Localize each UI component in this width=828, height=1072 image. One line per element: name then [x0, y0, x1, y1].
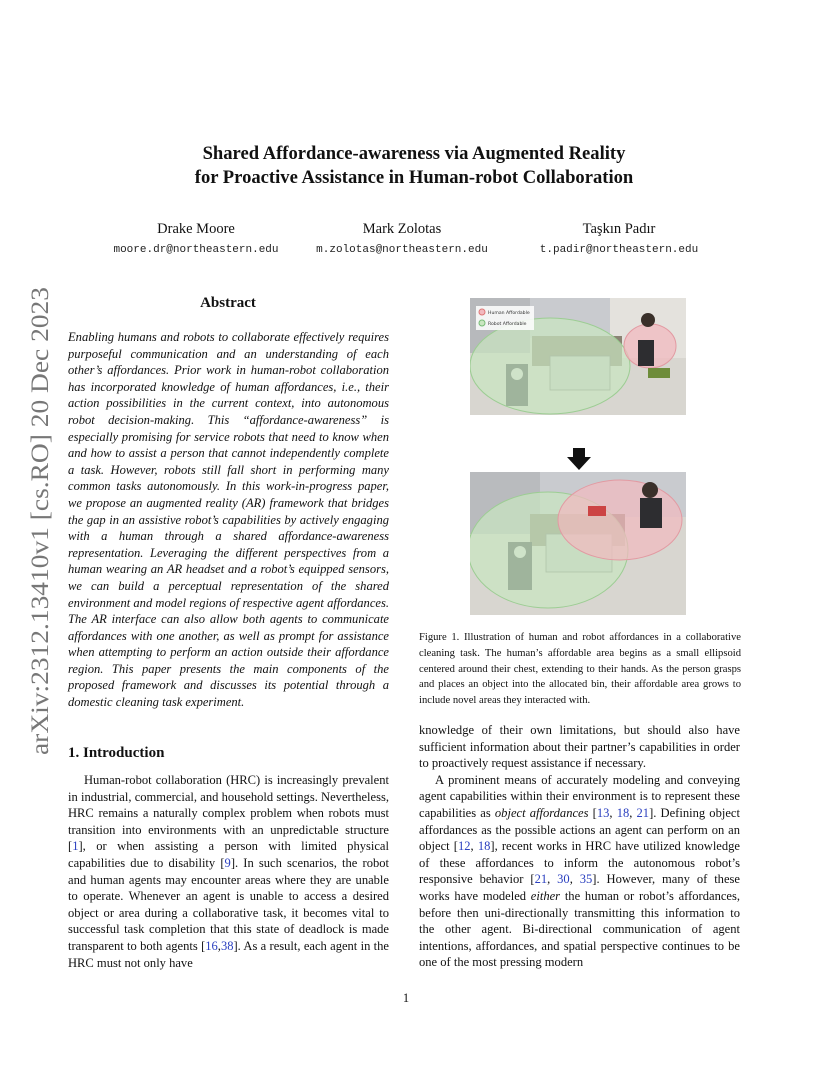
author-email[interactable]: moore.dr@northeastern.edu	[113, 244, 279, 256]
legend-robot-label: Robot Affordable	[488, 322, 527, 327]
paper-title	[100, 142, 728, 190]
abstract-heading: Abstract	[200, 295, 256, 311]
author-name: Taşkın Padır	[582, 221, 656, 237]
right-column-text	[419, 722, 740, 971]
title-line-1: Shared Affordance-awareness via Augmented Reality	[202, 143, 626, 164]
title-line-2: for Proactive Assistance in Human-robot Collaboration	[194, 167, 634, 188]
abstract-text: Enabling humans and robots to collaborate effectively requires purposeful communication and an understanding of each other’s affordances. Prior work in human-robot collaboration has incorporated knowledge of human affordances, i.e., their action possibilities in the current context, into autonomous robot decision-making. This “affordance-awareness” is especially promising for service robots that need to know when and how to assist a person that cannot independently complete a task. However, robots still fall short in performing many common tasks autonomously. In this work-in-progress paper, we propose an augmented reality (AR) framework that bridges the gap in an assistive robot’s capabilities by actively engaging with a human through a shared affordance-awareness representation. Leveraging the different perspectives from a human wearing an AR headset and a robot’s equipped sensors, we can build a perceptual representation of the shared environment and model regions of respective agent affordances. The AR interface can also allow both agents to communicate affordances with one another, as well as prompt for assistance when attempting to perform an action outside their affordance region. This paper presents the main components of the proposed framework and discusses its potential through a domestic cleaning task experiment.	[68, 330, 389, 710]
legend-human-label: Human Affordable	[488, 311, 530, 316]
section-heading-introduction: 1. Introduction	[68, 745, 165, 761]
citation-link[interactable]: 9	[224, 855, 231, 870]
author-2	[282, 220, 522, 258]
intro-paragraph: Human-robot collaboration (HRC) is increasingly prevalent in industrial, commercial, and household settings. Nevertheless, HRC remains a naturally complex problem when robots must transition into environments with an unpredictable structure [1], or when assisting a person with limited physical capabilities due to disability [9]. In such scenarios, the robot and human agents may encounter areas where they are unable to operate. Whenever an agent is unable to access a desired object or area during a collaborative task, it becomes vital to successful task completion that this state of deadlock is made transparent to both agents [16,38]. As a result, each agent in the HRC must not only have	[68, 773, 389, 970]
author-name: Mark Zolotas	[362, 221, 442, 237]
introduction-text	[68, 772, 389, 971]
page-number: 1	[402, 991, 410, 1005]
citation-link[interactable]: 35	[579, 872, 593, 887]
citation-link[interactable]: 21	[534, 872, 548, 887]
citation-link[interactable]: 18	[616, 805, 630, 820]
citation-link[interactable]: 12	[458, 839, 471, 854]
paragraph: A prominent means of accurately modeling and conveying agent capabilities within their environment is to represent these capabilities as object affordances [13, 18, 21]. Defining object affordances as the possible actions an agent can perform on an object [12, 18], recent works in HRC have utilized knowledge of these affordances to inform the autonomous robot’s responsive behavior [21, 30, 35]. However, many of these works have modeled either the human or robot’s affordances, before then uni-directionally transmitting this information to the other agent. Bi-directional communication of agent intentions, affordances, and spatial perspective continues to be one of the most pressing modern	[419, 772, 741, 970]
author-email[interactable]: t.padir@northeastern.edu	[539, 244, 699, 256]
figure-panel-after	[470, 472, 686, 615]
paragraph: knowledge of their own limitations, but should also have sufficient information about their partner’s capabilities in order to proactively request assistance if necessary.	[419, 723, 740, 771]
arxiv-stamp-text: arXiv:2312.13410v1 [cs.RO] 20 Dec 2023	[25, 320, 54, 755]
figure-panel-before	[470, 298, 686, 415]
citation-link[interactable]: 30	[557, 872, 570, 887]
author-email[interactable]: m.zolotas@northeastern.edu	[316, 244, 488, 256]
citation-link[interactable]: 38	[220, 938, 234, 953]
citation-link[interactable]: 21	[636, 805, 650, 820]
citation-link[interactable]: 18	[477, 839, 491, 854]
author-3	[499, 220, 739, 258]
citation-link[interactable]: 16	[205, 938, 218, 953]
figure-caption: Figure 1. Illustration of human and robot affordances in a collaborative cleaning task. The human’s affordable area begins as a small ellipsoid centered around their chest, extending to their hands. As the person grasps and places an object into the allocated bin, their affordable area grows to include novel areas they interacted with.	[419, 632, 741, 707]
author-1	[76, 220, 316, 258]
down-arrow-icon	[567, 448, 591, 470]
arxiv-stamp	[12, 285, 60, 755]
citation-link[interactable]: 1	[72, 839, 79, 854]
citation-link[interactable]: 13	[596, 805, 610, 820]
author-name: Drake Moore	[157, 221, 235, 237]
